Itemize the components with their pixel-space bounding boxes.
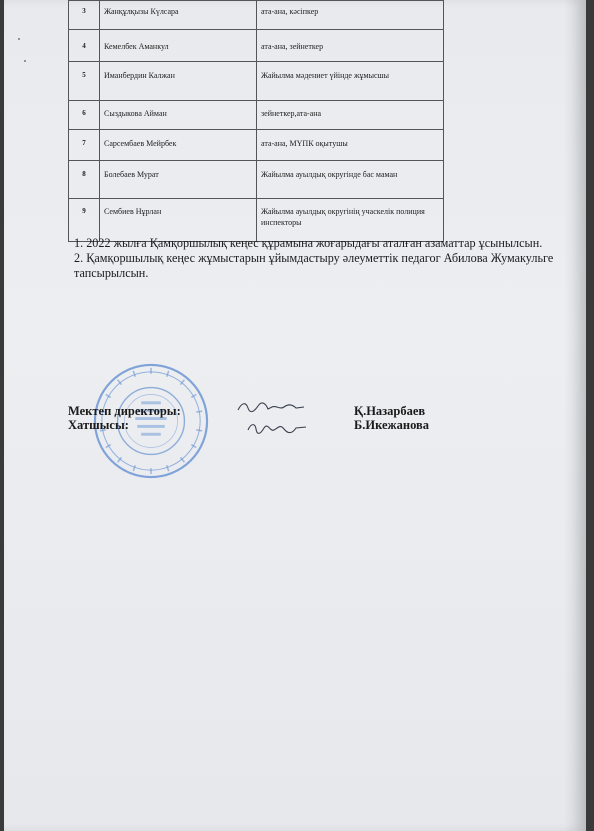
member-role: зейнеткер,ата-ана — [257, 101, 444, 130]
row-number: 6 — [69, 101, 100, 130]
table-row — [69, 130, 444, 161]
document-page — [4, 0, 586, 831]
table-row — [69, 62, 444, 101]
table-row — [69, 101, 444, 130]
member-name: Жанқұлқызы Күлсара — [100, 1, 257, 30]
secretary-label: Хатшысы: — [68, 418, 129, 432]
table-row — [69, 30, 444, 62]
member-name: Кемелбек Аманкул — [100, 30, 257, 62]
member-role: ата-ана, кәсіпкер — [257, 1, 444, 30]
note-item-1: 1. 2022 жылға Қамқоршылық кеңес құрамына жоғарыдағы аталған азаматтар ұсынылсын. — [74, 236, 543, 250]
member-role: Жайылма ауылдық округінде бас маман — [257, 161, 444, 199]
paper-speck — [18, 38, 20, 40]
member-role: ата-ана, МҮПК оқытушы — [257, 130, 444, 161]
decision-notes — [74, 236, 564, 281]
row-number: 3 — [69, 1, 100, 30]
page-edge-shadow — [564, 0, 586, 831]
table-row — [69, 1, 444, 30]
row-number: 4 — [69, 30, 100, 62]
member-name: Сарсембаев Мейрбек — [100, 130, 257, 161]
note-item-2: 2. Қамқоршылық кеңес жұмыстарын ұйымдастыру әлеуметтік педагог Абилова Жумакульге тапсырылсын. — [74, 251, 554, 280]
member-role: ата-ана, зейнеткер — [257, 30, 444, 62]
row-number: 5 — [69, 62, 100, 101]
director-label: Мектеп директоры: — [68, 404, 181, 418]
table-row — [69, 161, 444, 199]
secretary-name: Б.Икежанова — [354, 418, 430, 432]
member-role: Жайылма мәдениет үйінде жұмысшы — [257, 62, 444, 101]
member-name: Болебаев Мурат — [100, 161, 257, 199]
member-name: Сембиев Нұрлан — [100, 199, 257, 242]
member-name: Иманбердин Калжан — [100, 62, 257, 101]
director-name: Қ.Назарбаев — [354, 404, 426, 418]
members-table — [68, 0, 444, 242]
member-name: Сыздыкова Айман — [100, 101, 257, 130]
director-signature-icon — [236, 398, 306, 416]
row-number: 9 — [69, 199, 100, 242]
member-role: Жайылма ауылдық округінің учаскелік полиция инспекторы — [257, 199, 444, 242]
paper-speck — [24, 60, 26, 62]
row-number: 8 — [69, 161, 100, 199]
secretary-signature-icon — [246, 420, 310, 438]
row-number: 7 — [69, 130, 100, 161]
